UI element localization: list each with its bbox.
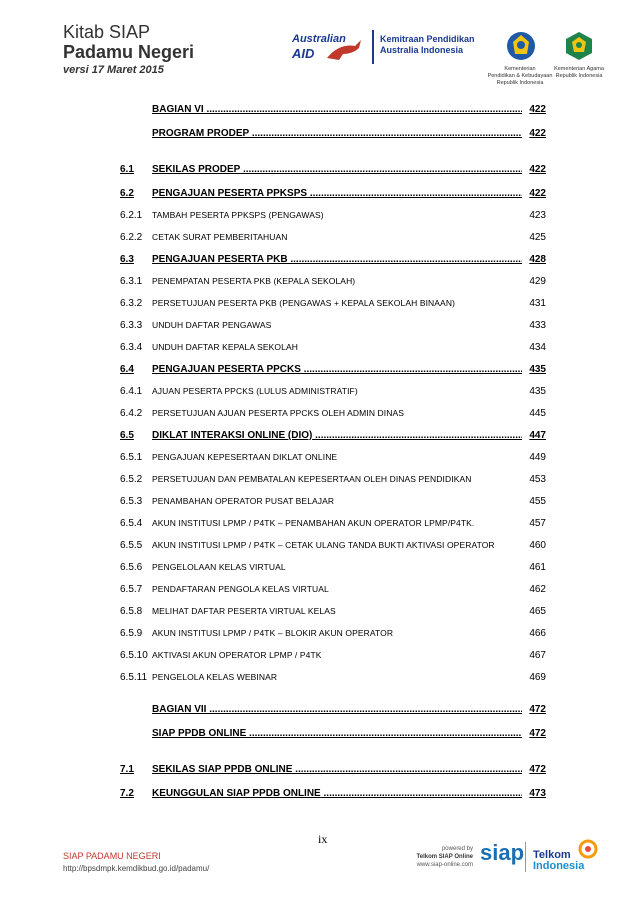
toc-entry[interactable] xyxy=(120,672,546,688)
toc-entry[interactable] xyxy=(120,474,546,490)
toc-entry-title: PENGAJUAN PESERTA PPCKS ..... xyxy=(152,364,522,375)
toc-entry-page: 433 xyxy=(529,320,546,331)
toc-entry-title: MELIHAT DAFTAR PESERTA VIRTUAL KELAS xyxy=(152,606,336,616)
toc-entry-title: BAGIAN VII ..... xyxy=(152,704,522,715)
telkom-line-2: Indonesia xyxy=(533,860,585,872)
toc-entry-number: 6.3.4 xyxy=(120,342,143,353)
toc-entry-page: 422 xyxy=(529,164,546,175)
toc-entry-number: 6.5.4 xyxy=(120,518,143,529)
kemitraan-line-1: Kemitraan Pendidikan xyxy=(380,34,475,44)
toc-entry[interactable] xyxy=(120,104,546,120)
toc-entry-title: PENDAFTARAN PENGOLA KELAS VIRTUAL xyxy=(152,584,329,594)
kemitraan-line-2: Australia Indonesia xyxy=(380,45,464,55)
toc-entry-page: 462 xyxy=(529,584,546,595)
toc-entry-number: 7.1 xyxy=(120,764,134,775)
toc-entry[interactable] xyxy=(120,650,546,666)
toc-entry[interactable] xyxy=(120,254,546,270)
toc-entry-page: 434 xyxy=(529,342,546,353)
toc-entry-title: TAMBAH PESERTA PPKSPS (PENGAWAS) xyxy=(152,210,324,220)
toc-entry-number: 6.1 xyxy=(120,164,134,175)
toc-entry-number: 6.3.1 xyxy=(120,276,143,287)
toc-entry[interactable] xyxy=(120,364,546,380)
toc-entry-page: 422 xyxy=(529,128,546,139)
kemenag-label xyxy=(548,66,610,80)
toc-entry[interactable] xyxy=(120,210,546,226)
kemendik-line-1: Kementerian xyxy=(504,66,536,72)
toc-entry-title: SEKILAS SIAP PPDB ONLINE ..... xyxy=(152,764,522,775)
toc-entry-number: 6.4.2 xyxy=(120,408,143,419)
siap-logo: siap xyxy=(480,840,525,865)
toc-entry-title: PENAMBAHAN OPERATOR PUSAT BELAJAR xyxy=(152,496,335,506)
toc-entry-number: 6.4.1 xyxy=(120,386,143,397)
toc-entry-page: 469 xyxy=(529,672,546,683)
toc-entry-page: 473 xyxy=(529,788,546,799)
toc-entry-number: 6.5.10 xyxy=(120,650,148,661)
kemenag-line-1: Kementerian Agama xyxy=(554,66,604,72)
aid-logo-text: AID xyxy=(292,46,315,61)
toc-entry-page: 467 xyxy=(529,650,546,661)
toc-entry-title: SIAP PPDB ONLINE ..... xyxy=(152,728,522,739)
toc-entry-number: 6.5.9 xyxy=(120,628,143,639)
powered-by-label: powered by xyxy=(441,846,473,852)
toc-entry[interactable] xyxy=(120,188,546,204)
toc-entry-page: 422 xyxy=(529,104,546,115)
toc-entry[interactable] xyxy=(120,728,546,744)
toc-entry-page: 472 xyxy=(529,704,546,715)
kemendik-line-3: Republik Indonesia xyxy=(496,80,544,86)
footer-url[interactable]: http://bpsdmpk.kemdikbud.go.id/padamu/ xyxy=(63,864,210,873)
toc-entry[interactable] xyxy=(120,496,546,512)
toc-entry-title: PROGRAM PRODEP ..... xyxy=(152,128,522,139)
toc-entry-number: 6.5.7 xyxy=(120,584,143,595)
toc-entry[interactable] xyxy=(120,540,546,556)
toc-entry-page: 435 xyxy=(529,364,546,375)
telkom-siap-label: Telkom SIAP Online xyxy=(416,854,473,860)
toc-entry-number: 6.5.3 xyxy=(120,496,143,507)
toc-entry[interactable] xyxy=(120,164,546,180)
toc-entry[interactable] xyxy=(120,518,546,534)
toc-entry-page: 457 xyxy=(529,518,546,529)
toc-entry[interactable] xyxy=(120,764,546,780)
toc-entry[interactable] xyxy=(120,562,546,578)
logo-divider xyxy=(372,30,374,64)
toc-entry-page: 466 xyxy=(529,628,546,639)
toc-entry-title: PERSETUJUAN AJUAN PESERTA PPCKS OLEH ADMIN DINAS xyxy=(152,408,404,418)
toc-entry-title: AKUN INSTITUSI LPMP / P4TK – CETAK ULANG TANDA BUKTI AKTIVASI OPERATOR xyxy=(152,540,495,550)
powered-by-block xyxy=(405,845,473,869)
toc-entry-title: AKUN INSTITUSI LPMP / P4TK – BLOKIR AKUN OPERATOR xyxy=(152,628,394,638)
toc-entry[interactable] xyxy=(120,788,546,804)
toc-entry-page: 465 xyxy=(529,606,546,617)
toc-entry-number: 6.5.11 xyxy=(120,672,148,683)
toc-entry-number: 6.3 xyxy=(120,254,134,265)
toc-entry-page: 435 xyxy=(529,386,546,397)
kangaroo-icon xyxy=(325,38,365,62)
toc-entry-title: UNDUH DAFTAR PENGAWAS xyxy=(152,320,272,330)
toc-entry[interactable] xyxy=(120,628,546,644)
footer-title: SIAP PADAMU NEGERI xyxy=(63,851,161,861)
toc-entry-number: 6.3.2 xyxy=(120,298,143,309)
toc-entry[interactable] xyxy=(120,128,546,144)
page-number: ix xyxy=(318,832,328,846)
kemenag-emblem-icon xyxy=(563,30,595,62)
kemenag-line-2: Republik Indonesia xyxy=(555,73,603,79)
telkom-line-1: Telkom xyxy=(533,849,571,861)
toc-entry[interactable] xyxy=(120,276,546,292)
toc-entry[interactable] xyxy=(120,342,546,358)
toc-entry-page: 460 xyxy=(529,540,546,551)
toc-entry-title: PENGELOLAAN KELAS VIRTUAL xyxy=(152,562,286,572)
toc-entry-title: BAGIAN VI ..... xyxy=(152,104,522,115)
kemendikbud-emblem-icon xyxy=(505,30,537,62)
toc-entry-page: 422 xyxy=(529,188,546,199)
document-title xyxy=(63,22,194,62)
kemitraan-label xyxy=(380,34,475,56)
toc-entry-page: 461 xyxy=(529,562,546,573)
toc-entry-page: 425 xyxy=(529,232,546,243)
toc-entry-title: SEKILAS PRODEP ..... xyxy=(152,164,522,175)
toc-entry-page: 472 xyxy=(529,764,546,775)
toc-entry-number: 6.5.8 xyxy=(120,606,143,617)
toc-entry-number: 6.2.2 xyxy=(120,232,143,243)
toc-entry[interactable] xyxy=(120,408,546,424)
toc-entry-title: PENGAJUAN PESERTA PKB ..... xyxy=(152,254,522,265)
toc-entry-number: 6.2.1 xyxy=(120,210,143,221)
toc-entry[interactable] xyxy=(120,704,546,720)
toc-entry-page: 472 xyxy=(529,728,546,739)
toc-entry-title: AKTIVASI AKUN OPERATOR LPMP / P4TK xyxy=(152,650,322,660)
toc-entry-page: 431 xyxy=(529,298,546,309)
siap-url[interactable]: www.siap-online.com xyxy=(416,862,473,868)
page-header xyxy=(0,0,639,100)
toc-entry-number: 7.2 xyxy=(120,788,134,799)
toc-entry-page: 428 xyxy=(529,254,546,265)
toc-entry-title: KEUNGGULAN SIAP PPDB ONLINE ..... xyxy=(152,788,522,799)
toc-entry-title: PENGAJUAN PESERTA PPKSPS ..... xyxy=(152,188,522,199)
toc-entry[interactable] xyxy=(120,584,546,600)
toc-entry-number: 6.5.5 xyxy=(120,540,143,551)
telkom-mark-icon xyxy=(577,838,599,860)
version-label: versi 17 Maret 2015 xyxy=(63,64,164,76)
toc-entry-title: PENEMPATAN PESERTA PKB (KEPALA SEKOLAH) xyxy=(152,276,356,286)
toc-entry-number: 6.5.6 xyxy=(120,562,143,573)
toc-entry[interactable] xyxy=(120,320,546,336)
toc-entry[interactable] xyxy=(120,452,546,468)
toc-entry-number: 6.3.3 xyxy=(120,320,143,331)
australian-aid-logo-text: Australian xyxy=(292,33,346,45)
kemendik-line-2: Pendidikan & Kebudayaan xyxy=(487,73,553,79)
toc-entry-title: UNDUH DAFTAR KEPALA SEKOLAH xyxy=(152,342,298,352)
title-line-2: Padamu Negeri xyxy=(63,42,195,62)
footer-divider xyxy=(525,842,526,872)
toc-entry-number: 6.5 xyxy=(120,430,134,441)
toc-entry[interactable] xyxy=(120,430,546,446)
toc-entry-page: 445 xyxy=(529,408,546,419)
toc-entry-number: 6.2 xyxy=(120,188,134,199)
toc-entry[interactable] xyxy=(120,298,546,314)
toc-entry[interactable] xyxy=(120,232,546,248)
toc-entry-title: PERSETUJUAN DAN PEMBATALAN KEPESERTAAN OLEH DINAS PENDIDIKAN xyxy=(152,474,472,484)
toc-entry-title: PERSETUJUAN PESERTA PKB (PENGAWAS + KEPALA SEKOLAH BINAAN) xyxy=(152,298,455,308)
toc-entry-title: AKUN INSTITUSI LPMP / P4TK – PENAMBAHAN AKUN OPERATOR LPMP/P4TK. xyxy=(152,518,475,528)
toc-entry-title: AJUAN PESERTA PPCKS (LULUS ADMINISTRATIF) xyxy=(152,386,358,396)
toc-entry-page: 455 xyxy=(529,496,546,507)
toc-entry-page: 429 xyxy=(529,276,546,287)
toc-entry[interactable] xyxy=(120,606,546,622)
title-line-1: Kitab SIAP xyxy=(63,22,151,42)
toc-entry-number: 6.5.2 xyxy=(120,474,143,485)
toc-entry-number: 6.4 xyxy=(120,364,134,375)
toc-entry-title: DIKLAT INTERAKSI ONLINE (DIO) ..... xyxy=(152,430,522,441)
toc-entry[interactable] xyxy=(120,386,546,402)
toc-entry-page: 423 xyxy=(529,210,546,221)
toc-entry-title: PENGELOLA KELAS WEBINAR xyxy=(152,672,278,682)
toc-entry-title: CETAK SURAT PEMBERITAHUAN xyxy=(152,232,288,242)
toc-entry-page: 449 xyxy=(529,452,546,463)
toc-entry-page: 453 xyxy=(529,474,546,485)
toc-entry-page: 447 xyxy=(529,430,546,441)
toc-entry-number: 6.5.1 xyxy=(120,452,143,463)
toc-entry-title: PENGAJUAN KEPESERTAAN DIKLAT ONLINE xyxy=(152,452,338,462)
